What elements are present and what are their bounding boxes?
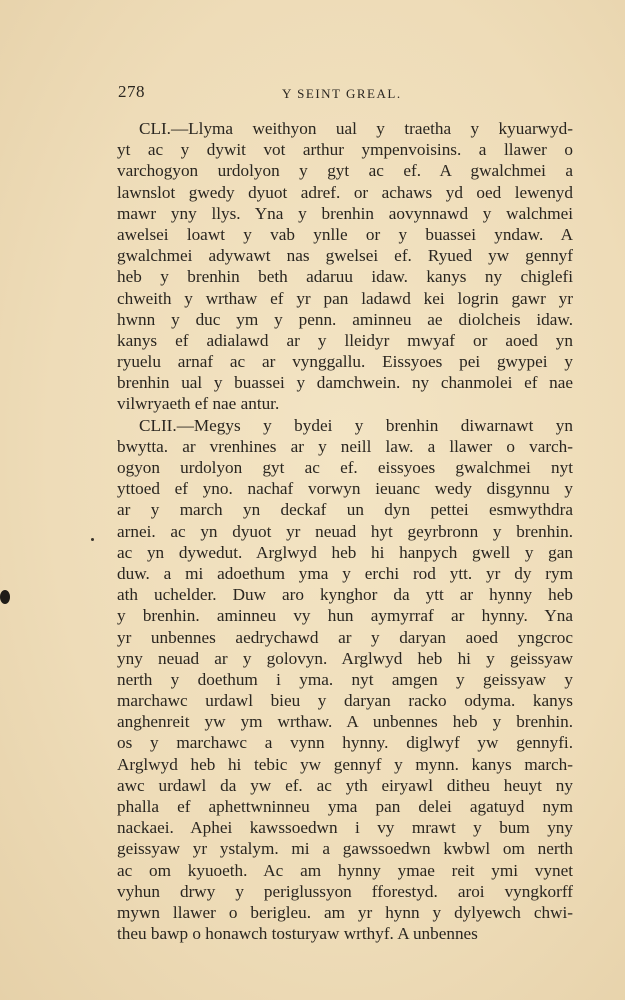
text-line: marchawc urdawl bieu y daryan racko odyma. kanys	[117, 691, 573, 711]
text-line: kanys ef adialawd ar y lleidyr mwyaf or aoed yn	[117, 330, 573, 350]
text-line: brenhin ual y buassei y damchwein. ny chanmolei ef nae	[117, 373, 573, 393]
text-line: nerth y doethum i yma. nyt amgen y geissyaw y	[117, 669, 573, 689]
text-line: theu bawp o honawch tosturyaw wrthyf. A unbennes	[117, 924, 478, 944]
text-line: yny neuad ar y golovyn. Arglwyd heb hi y geissyaw	[117, 648, 573, 668]
text-line: ac yn dywedut. Arglwyd heb hi hanpych gwell y gan	[117, 542, 573, 562]
text-line: ryuelu arnaf ac ar vynggallu. Eissyoes pei gwypei y	[117, 352, 573, 372]
text-line: varchogyon urdolyon y gyt ac ef. A gwalchmei a	[117, 161, 573, 181]
ink-speck	[91, 538, 94, 541]
text-line: vyhun drwy y periglussyon fforestyd. aroi vyngkorff	[117, 881, 573, 901]
text-line: ogyon urdolyon gyt ac ef. eissyoes gwalchmei nyt	[117, 458, 573, 477]
text-line: gwalchmei adywawt nas gwelsei ef. Ryued yw gennyf	[117, 246, 573, 266]
text-line: awc urdawl da yw ef. ac yth eiryawl ditheu heuyt ny	[117, 775, 573, 795]
text-line: chweith y wrthaw ef yr pan ladawd kei logrin gawr yr	[117, 288, 573, 308]
ink-blot	[0, 590, 10, 604]
text-line: mawr yny llys. Yna y brenhin aovynnawd y walchmei	[117, 203, 573, 223]
text-line: yt ac y dywit vot arthur ympenvoisins. a llawer o	[117, 140, 573, 160]
page-header	[118, 82, 573, 106]
text-line: bwytta. ar vrenhines ar y neill law. a llawer o varch-	[117, 436, 573, 456]
text-line: vilwryaeth ef nae antur.	[117, 394, 280, 414]
text-line: duw. a mi adoethum yma y erchi rod ytt. yr dy rym	[117, 563, 573, 583]
text-line: yr unbennes aedrychawd ar y daryan aoed yngcroc	[117, 627, 573, 647]
text-line: y brenhin. aminneu vy hun aymyrraf ar hynny. Yna	[117, 606, 573, 626]
text-line: anghenreit yw ym wrthaw. A unbennes heb y brenhin.	[117, 712, 573, 732]
text-line: mywn llawer o berigleu. am yr hynn y dylyewch chwi-	[117, 902, 573, 922]
text-line: ath uchelder. Duw aro kynghor da ytt ar hynny heb	[117, 585, 573, 605]
text-line: yttoed ef yno. nachaf vorwyn ieuanc wedy disgynnu y	[117, 479, 573, 499]
text-line: arnei. ac yn dyuot yr neuad hyt geyrbronn y brenhin.	[117, 521, 573, 541]
text-line: ac om kyuoeth. Ac am hynny ymae reit ymi vynet	[117, 860, 573, 880]
text-line: geissyaw yr ystalym. mi a gawssoedwn kwbwl om nerth	[117, 839, 573, 859]
text-line: heb y brenhin beth adaruu idaw. kanys ny chiglefi	[117, 267, 573, 287]
text-line: nackaei. Aphei kawssoedwn i vy mrawt y bum yny	[117, 818, 573, 838]
text-line: ar y march yn deckaf un dyn pettei esmwythdra	[117, 500, 573, 520]
text-line: lawnslot gwedy dyuot adref. or achaws yd oed lewenyd	[117, 182, 573, 202]
text-line: hwnn y duc ym y penn. aminneu ae diolcheis idaw.	[117, 309, 573, 329]
text-line: CLII.—Megys y bydei y brenhin diwarnawt yn	[139, 415, 573, 435]
page-number: 278	[118, 82, 145, 101]
text-line: CLI.—Llyma weithyon ual y traetha y kyuarwyd-	[139, 119, 573, 138]
text-line: Arglwyd heb hi tebic yw gennyf y mynn. kanys march-	[117, 754, 573, 774]
body-text	[117, 118, 573, 944]
text-line: awelsei loawt y vab ynlle or y buassei yndaw. A	[117, 224, 573, 244]
running-title: Y SEINT GREAL.	[282, 86, 402, 101]
text-line: phalla ef aphettwninneu yma pan delei agatuyd nym	[117, 797, 573, 816]
text-line: os y marchawc a vynn hynny. diglwyf yw gennyfi.	[117, 733, 573, 753]
